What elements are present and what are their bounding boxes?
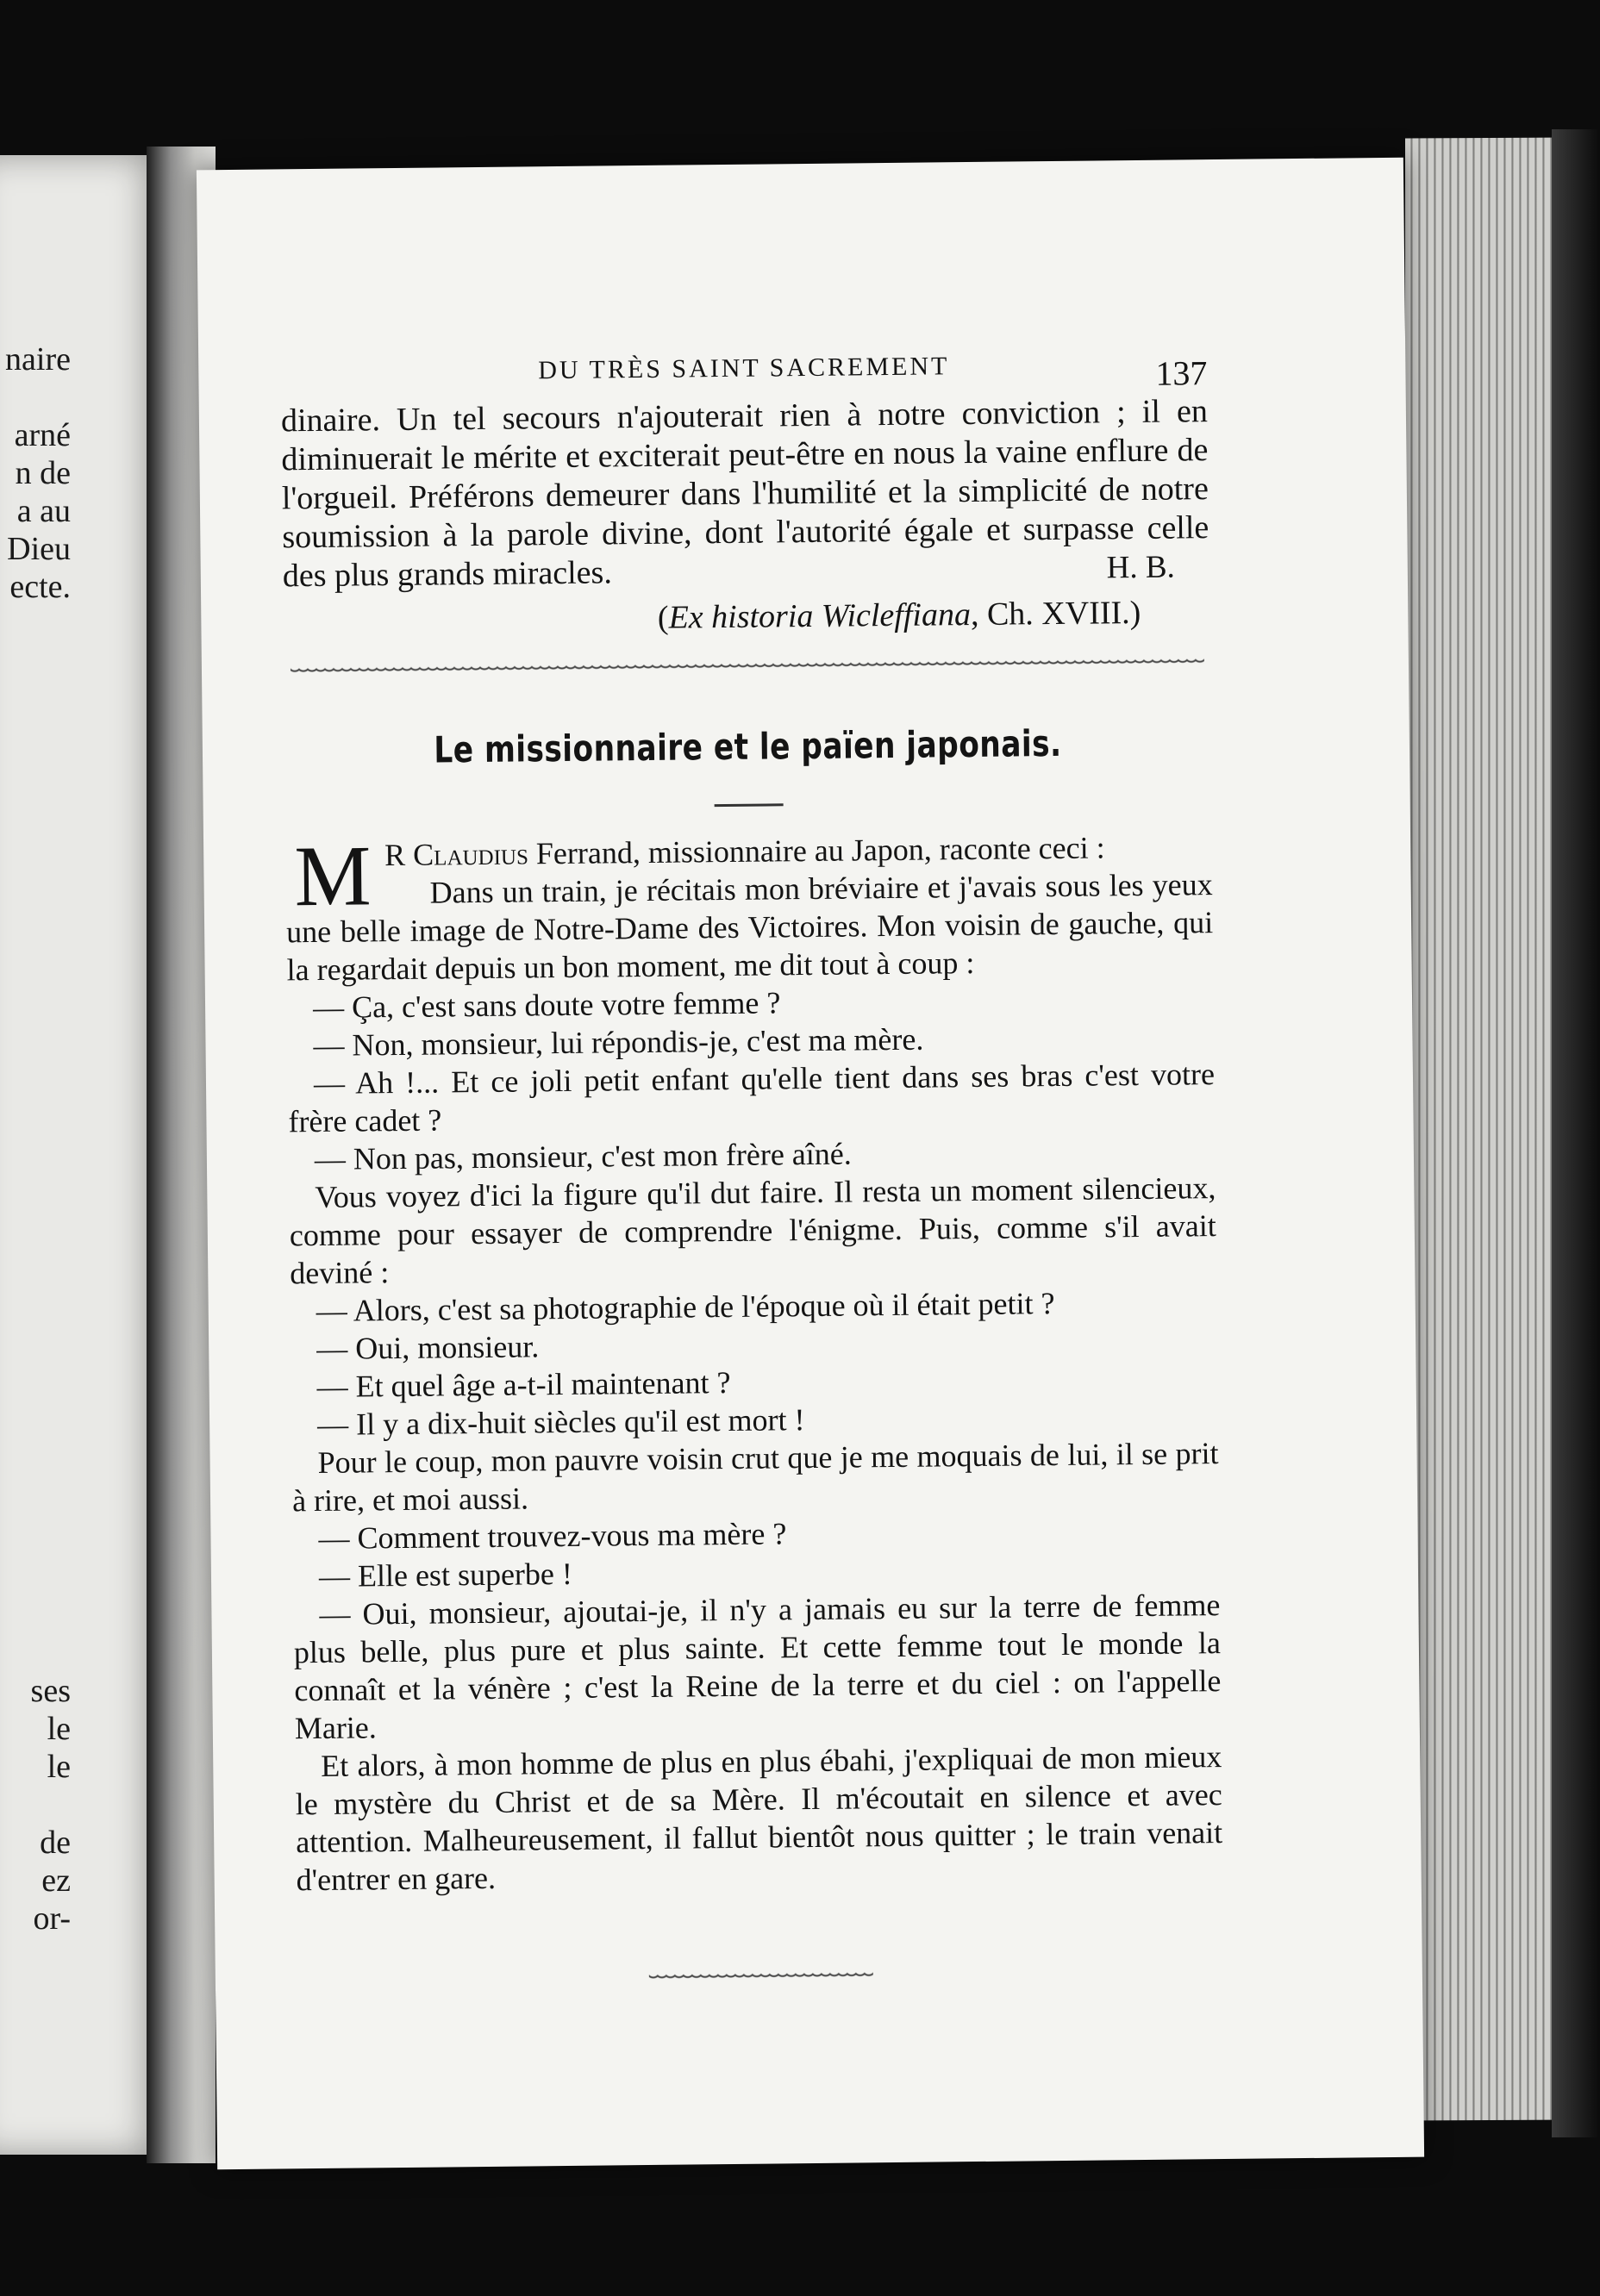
- left-fragment: [31, 1786, 71, 1824]
- left-fragment: a au: [16, 493, 71, 529]
- left-fragment: le: [47, 1711, 71, 1747]
- running-title: DU TRÈS SAINT SACREMENT: [538, 352, 950, 385]
- paragraph: — Non, monsieur, lui répondis-je, c'est ma mère.: [313, 1021, 924, 1064]
- paragraph: — Comment trouvez-vous ma mère ?: [318, 1516, 787, 1556]
- paragraph: — Ça, c'est sans doute votre femme ?: [312, 985, 781, 1026]
- opening-smallcaps: R Claudius: [384, 836, 529, 873]
- previous-article-text: dinaire. Un tel secours n'ajouterait rien à notre conviction ; il en diminuerait le mérite et exciterait peut-être en nous la vaine enflure de l'orgueil. Préférons demeurer dans l'humilité et la simplicité de notre soumission à la parole divine, dont l'autorité égale et surpasse celle des plus grands miracles.: [280, 393, 1209, 595]
- left-fragment: Dieu: [7, 531, 71, 567]
- left-fragment: [5, 378, 71, 416]
- article-body: [285, 827, 1223, 1899]
- left-fragment: le: [47, 1749, 71, 1785]
- drop-cap: M: [293, 827, 372, 925]
- source-title: Ex historia Wicleffiana: [668, 596, 972, 636]
- paragraph: Vous voyez d'ici la figure qu'il dut faire. Il resta un moment silencieux, comme pour essayer de comprendre l'énigme. Puis, comme s'il avait deviné :: [289, 1170, 1216, 1291]
- left-fragment: de: [40, 1825, 71, 1861]
- left-fragment: ecte.: [9, 569, 71, 605]
- left-page-text-top: [5, 340, 71, 606]
- source-open: (: [657, 599, 669, 636]
- page-stack-edge: [1405, 138, 1569, 2121]
- left-fragment: or-: [33, 1900, 71, 1937]
- paragraph: Pour le coup, mon pauvre voisin crut que je me moquais de lui, il se prit à rire, et moi aussi.: [291, 1436, 1219, 1519]
- wavy-divider: [290, 657, 1203, 678]
- page-stack-shadow: [1552, 129, 1600, 2137]
- left-fragment: n de: [15, 455, 71, 491]
- source-rest: , Ch.: [970, 596, 1034, 633]
- source-citation: [283, 594, 1141, 640]
- paragraph: — Oui, monsieur.: [316, 1329, 540, 1367]
- left-fragment: arné: [14, 417, 71, 453]
- left-fragment: ez: [41, 1862, 71, 1899]
- page-number: 137: [1155, 353, 1208, 393]
- running-head: [280, 340, 1208, 402]
- first-paragraph: Dans un train, je récitais mon bréviaire et j'avais sous les yeux une belle image de Notre-Dame des Victoires. Mon voisin de gauche, qui la regardait depuis un bon moment, me dit tout à coup :: [285, 867, 1214, 988]
- right-page: [197, 158, 1424, 2170]
- opening-rest: Ferrand, missionnaire au Japon, raconte ceci :: [528, 830, 1105, 871]
- paragraph: — Il y a dix-huit siècles qu'il est mort !: [316, 1402, 805, 1443]
- paragraph: — Alors, c'est sa photographie de l'époque où il était petit ?: [316, 1286, 1055, 1329]
- signature: H. B.: [1106, 549, 1175, 586]
- paragraph: — Oui, monsieur, ajoutai-je, il n'y a jamais eu sur la terre de femme plus belle, plus pure et plus sainte. Et cette femme tout le monde la connaît et la vénère ; c'est la Reine de la terre et du ciel : on l'appelle Marie.: [293, 1588, 1222, 1746]
- left-fragment: naire: [5, 341, 71, 377]
- source-close: .): [1121, 594, 1141, 632]
- paragraph: — Elle est superbe !: [318, 1556, 573, 1594]
- article-title: Le missionnaire et le païen japonais.: [434, 721, 1062, 771]
- left-page-text-bottom: [31, 1672, 71, 1937]
- title-rule: [714, 803, 783, 807]
- paragraph: — Et quel âge a-t-il maintenant ?: [316, 1364, 731, 1405]
- paragraph: — Non pas, monsieur, c'est mon frère aîné.: [314, 1136, 852, 1177]
- end-ornament: [648, 1970, 872, 1985]
- paragraph: — Ah !... Et ce joli petit enfant qu'elle tient dans ses bras c'est votre frère cadet ?: [288, 1057, 1216, 1139]
- page-content: [280, 340, 1224, 1988]
- source-chapter: XVIII: [1041, 595, 1122, 633]
- paragraph: Et alors, à mon homme de plus en plus ébahi, j'expliquai de mon mieux le mystère du Christ et de sa Mère. Il m'écoutait en silence et avec attention. Malheureusement, il fallut bientôt nous quitter ; le train venait d'entrer en gare.: [295, 1739, 1223, 1898]
- left-fragment: ses: [30, 1673, 71, 1709]
